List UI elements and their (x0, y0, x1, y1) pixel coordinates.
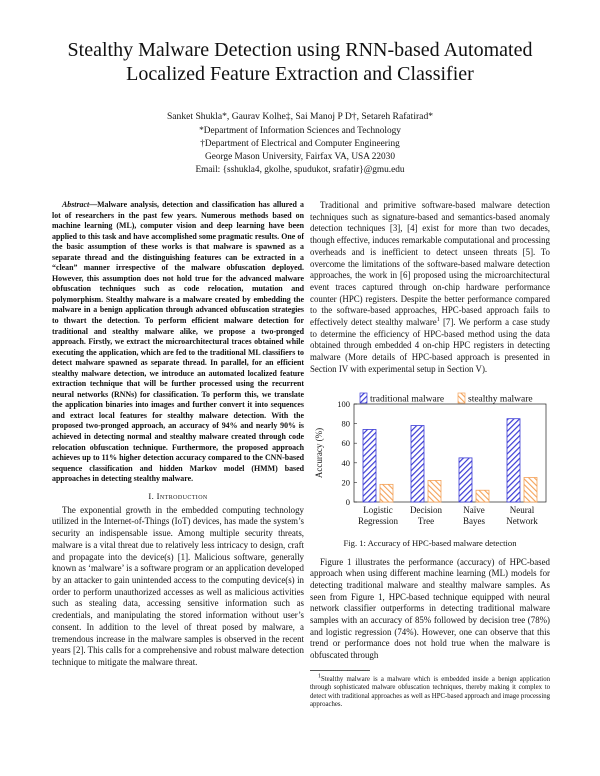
abstract (52, 200, 304, 485)
x-category-label: Tree (417, 515, 435, 526)
x-category-label: Logistic (363, 504, 393, 515)
x-category-label: Naïve (463, 504, 485, 515)
affiliation-email: Email: {sshukla4, gkolhe, spudukot, srafatir}@gmu.edu (195, 165, 405, 175)
chart-category-labels (358, 505, 538, 526)
intro-paragraph: The exponential growth in the embedded computing technology utilized in the Internet-of-Things (IoT) devices, has made the system’s security an indispensable issue. Among multiple security threats, malware is a vital threat due to relatively less intricacy to design, craft and propagate into the device(s) [1]. Malicious software, generally known as ‘malware’ is a software program or an application developed by an attacker to gain unintended access to the computing device(s) in order to perform unauthorized accesses as well as malicious activities such as stealing data, accessing sensitive information such as credentials, and manipulating the stored information without user’s consent. In addition to the level of threat posed by malware, a tremendous increase in the malware samples is observed in the recent years [2]. This calls for a comprehensive and robust malware detection technique to mitigate the malware threat. (52, 504, 304, 667)
accuracy-bar-chart (310, 390, 550, 535)
bar-stealthy-neural-network (524, 477, 537, 502)
legend-label-stealthy: stealthy malware (468, 394, 533, 405)
title-line-2: Localized Feature Extraction and Classifier (126, 63, 474, 85)
affiliation-university: George Mason University, Fairfax VA, USA 22030 (205, 152, 395, 162)
figure-1-caption: Fig. 1: Accuracy of HPC-based malware detection (343, 537, 517, 548)
right-paragraph-1-part-2: [7]. We perform a case study to determine the efficiency of HPC-based method using the data obtained through embedded 4 on-chip HPC registers in detecting malware (More details of HPC-based approach is presented in Section IV with experimental setup in Section V). (310, 317, 550, 374)
legend-swatch-stealthy (458, 393, 465, 403)
affiliation-dept-ece: †Department of Electrical and Computer Engineering (200, 139, 400, 149)
chart-legend (360, 393, 533, 405)
paper-title (40, 38, 560, 86)
x-category-label: Bayes (463, 515, 485, 526)
y-tick-label: 20 (341, 476, 350, 487)
footnote-text: Stealthy malware is a malware which is embedded inside a benign application through sophisticated malware obfuscation techniques, thereby making it complex to detect with traditional approaches as well as HPC-based approach and image processing approaches. (310, 675, 550, 709)
y-tick-label: 40 (341, 457, 350, 468)
bar-traditional-decision-tree (411, 425, 424, 501)
bar-traditional-logistic-regression (363, 429, 376, 502)
chart-bars (363, 418, 537, 501)
legend-swatch-traditional (360, 393, 367, 403)
legend-label-traditional: traditional malware (370, 394, 445, 405)
footnote-mark: 1 (318, 673, 321, 680)
abstract-lead: Abstract (62, 200, 90, 209)
figure-1 (310, 390, 550, 565)
abstract-text: —Malware analysis, detection and classification has allured a lot of researchers in the past few years. Numerous methods based on machine learning (ML), computer vision and deep learning have been applied to this task and have accomplished some pragmatic results. One of the basic assumption of these works is that malware is spawned as a separate thread and the distinguishing features can be extracted in a “clean” manner irrespective of the malware obfuscation deployed. However, this assumption does not hold true for the advanced malware obfuscation techniques such as code relocation, mutation and polymorphism. Stealthy malware is a malware created by embedding the malware in a benign application through advanced obfuscation strategies to thwart the detection. To perform efficient malware detection for traditional and stealthy malware alike, we propose a two-pronged approach. Firstly, we extract the microarchitectural traces obtained while executing the application, which are fed to the traditional ML classifiers to detect malware spawned as separate thread. In parallel, for an efficient stealthy malware detection, we introduce an automated localized feature extraction technique that will be further processed using the recurrent neural networks (RNNs) for classification. To perform this, we translate the application binaries into images and further convert it into sequences and extract local features for stealthy malware detection. With the proposed two-pronged approach, an accuracy of 94% and nearly 90% is achieved in detecting normal and stealthy malware created through code relocation obfuscation technique. Furthermore, the proposed approach achieves up to 11% higher detection accuracy compared to the CNN-based sequence classification and hidden Markov model (HMM) based approaches in detecting stealthy malware. (52, 200, 304, 484)
bar-traditional-naive-bayes (459, 457, 472, 501)
x-category-label: Network (506, 515, 538, 526)
x-category-label: Neural (509, 504, 535, 515)
right-column (310, 200, 550, 710)
y-tick-label: 60 (341, 437, 350, 448)
author-list: Sanket Shukla*, Gaurav Kolhe‡, Sai Manoj P D†, Setareh Rafatirad* (166, 111, 434, 122)
footnote-divider (310, 670, 370, 671)
left-column (52, 200, 304, 669)
title-line-1: Stealthy Malware Detection using RNN-based Automated (67, 39, 533, 61)
y-axis-label: Accuracy (%) (314, 427, 324, 478)
right-paragraph-2: Figure 1 illustrates the performance (accuracy) of HPC-based approach when using different machine learning (ML) models for detecting traditional malware and stealthy malware samples. As seen from Figure 1, HPC-based technique equipped with neural network classifier outperforms in detecting traditional malware samples with an accuracy of 85% followed by decision tree (78%) and logistic regression (74%). However, one can observe that this trend or performance does not hold true when the malware is obfuscated through (310, 556, 550, 661)
y-tick-label: 80 (341, 418, 350, 429)
bar-stealthy-logistic-regression (380, 484, 393, 502)
x-category-label: Regression (358, 515, 398, 526)
affiliation-dept-ist: *Department of Information Sciences and Technology (199, 126, 401, 136)
bar-traditional-neural-network (507, 418, 520, 501)
section-heading-introduction: I. Introduction (148, 490, 208, 501)
y-tick-label: 0 (345, 496, 350, 507)
bar-stealthy-decision-tree (428, 480, 441, 502)
footnote-ref-1: 1 (436, 317, 440, 324)
y-tick-label: 100 (337, 398, 350, 409)
x-category-label: Decision (410, 504, 442, 515)
footnote-1 (310, 673, 550, 710)
bar-stealthy-naive-bayes (476, 490, 489, 502)
right-paragraph-1-part-1: Traditional and primitive software-based malware detection techniques such as signature-based and semantics-based anomaly detection techniques [3], [4] exist for more than two decades, though effective, induces remarkable computational and processing overheads and is inefficient to detect unseen threats [5]. To overcome the limitations of the software-based malware detection approaches, the work in [6] proposed using the microarchitectural event traces captured through on-chip hardware performance counter (HPC) registers. Despite the better performance compared to the software-based approaches, HPC-based approach fails to effectively detect stealthy malware (310, 200, 550, 328)
right-paragraph-1 (310, 200, 550, 376)
